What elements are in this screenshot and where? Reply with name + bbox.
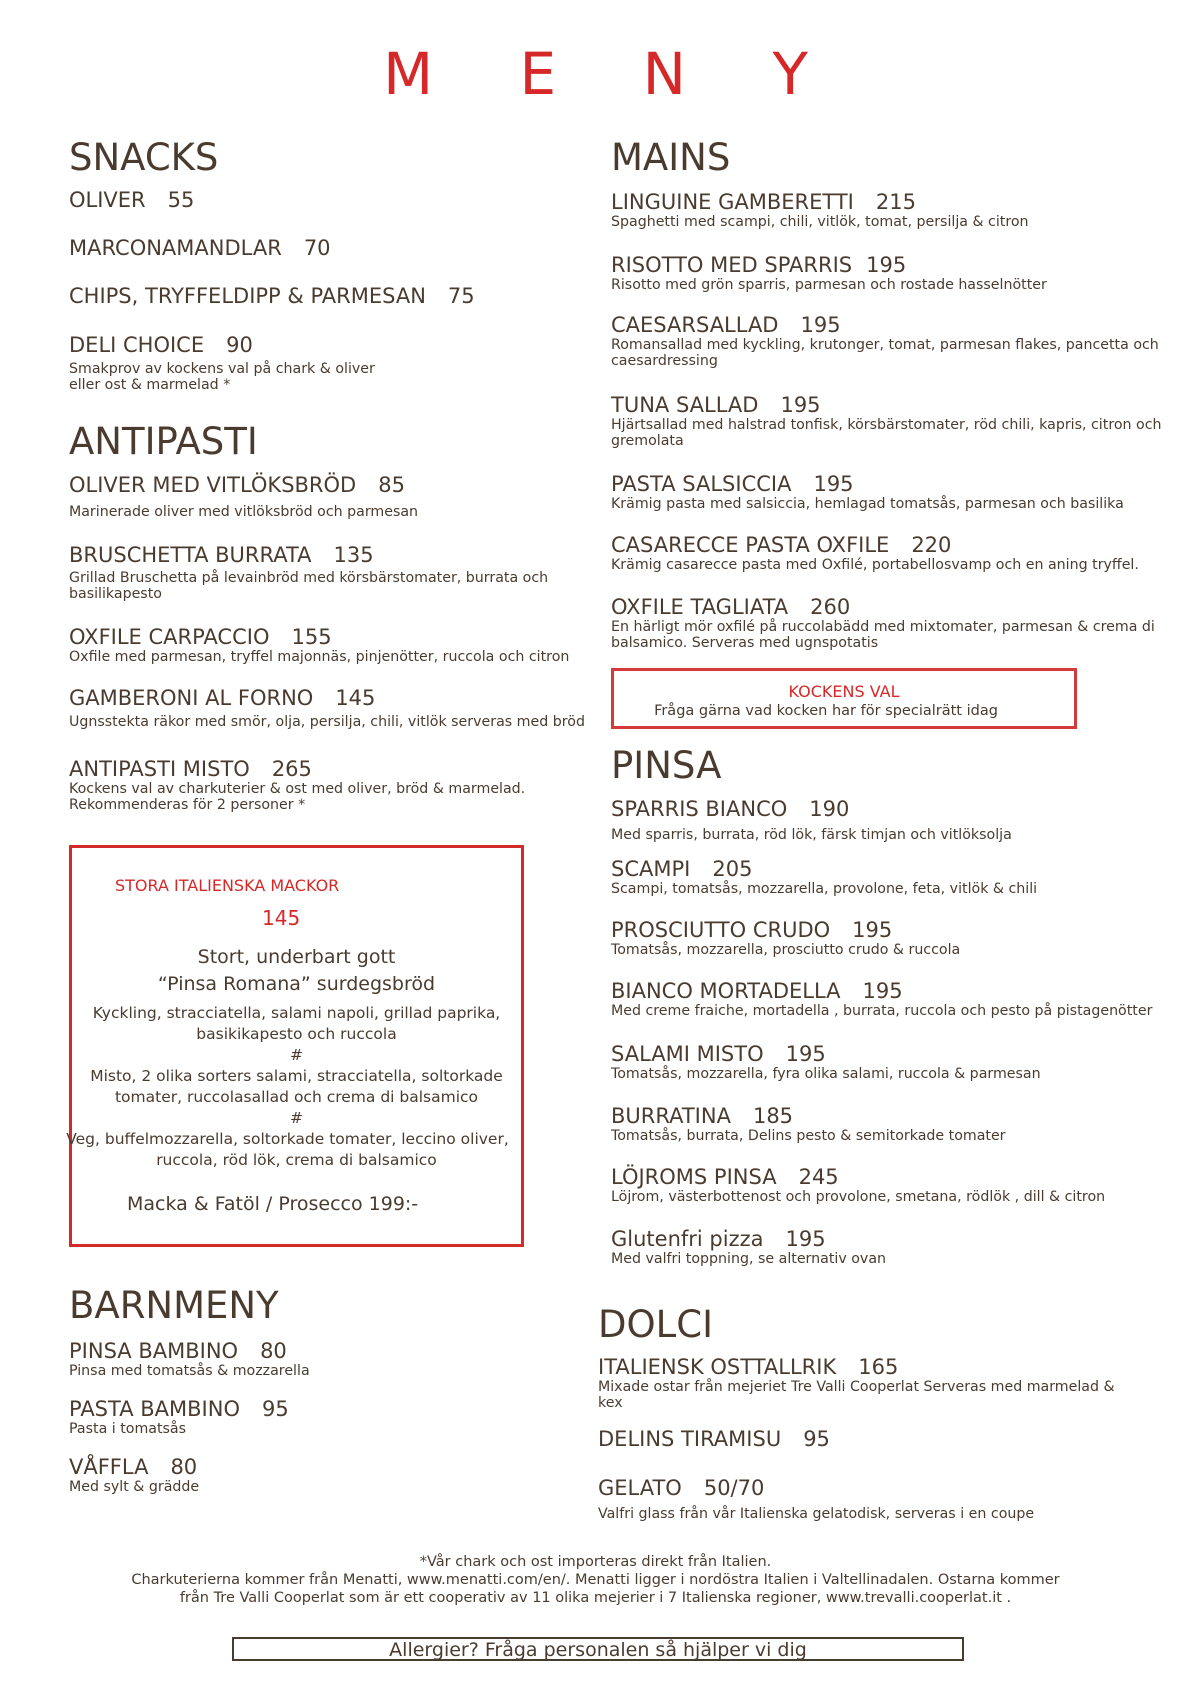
menu-item <box>69 284 475 308</box>
item-price: 195 <box>862 979 903 1003</box>
item-description: Grillad Bruschetta på levainbröd med körsbärstomater, burrata och <box>69 570 549 586</box>
menu-item <box>598 1355 1115 1411</box>
menu-item <box>69 188 194 212</box>
item-name: GELATO <box>598 1476 682 1500</box>
menu-item <box>611 797 1012 843</box>
item-name: OXFILE CARPACCIO <box>69 625 270 649</box>
item-name: SCAMPI <box>611 857 691 881</box>
item-description: Löjrom, västerbottenost och provolone, smetana, rödlök , dill & citron <box>611 1189 1106 1205</box>
item-price: 75 <box>447 284 475 308</box>
footer-note-line3: från Tre Valli Cooperlat som är ett cooperativ av 11 olika mejerier i 7 Italienska regioner, www.trevalli.cooperlat.it . <box>179 1590 1012 1606</box>
item-price: 220 <box>911 533 952 557</box>
mackor-option2-line2: tomater, ruccolasallad och crema di balsamico <box>114 1088 479 1106</box>
section-heading-pinsa: PINSA <box>611 744 722 787</box>
menu-item <box>611 1104 1006 1144</box>
item-price: 245 <box>798 1165 839 1189</box>
item-price: 195 <box>852 918 893 942</box>
menu-item <box>611 1227 886 1267</box>
mackor-line1: Stort, underbart gott <box>197 946 396 968</box>
item-name: PASTA SALSICCIA <box>611 472 792 496</box>
item-name: ITALIENSK OSTTALLRIK <box>598 1355 837 1379</box>
item-price: 195 <box>813 472 854 496</box>
menu-item <box>611 595 1155 651</box>
item-name: PASTA BAMBINO <box>69 1397 240 1421</box>
item-description: balsamico. Serveras med ugnspotatis <box>611 635 879 651</box>
mackor-line2: “Pinsa Romana” surdegsbröd <box>157 973 436 995</box>
item-description: Spaghetti med scampi, chili, vitlök, tomat, persilja & citron <box>611 214 1029 230</box>
item-description: Med creme fraiche, mortadella , burrata, ruccola och pesto på pistagenötter <box>611 1003 1153 1019</box>
item-description: Romansallad med kyckling, krutonger, tomat, parmesan flakes, pancetta och <box>611 337 1159 353</box>
item-description: Risotto med grön sparris, parmesan och rostade hasselnötter <box>611 277 1047 293</box>
item-description: Med valfri toppning, se alternativ ovan <box>611 1251 887 1267</box>
item-name: DELINS TIRAMISU <box>598 1427 782 1451</box>
item-price: 80 <box>170 1455 198 1479</box>
allergy-notice: Allergier? Fråga personalen så hjälper vi dig <box>232 1637 964 1661</box>
item-description: Scampi, tomatsås, mozzarella, provolone, feta, vitlök & chili <box>611 881 1038 897</box>
menu-item <box>611 979 1152 1019</box>
item-description: Med sylt & grädde <box>69 1479 200 1495</box>
menu-item <box>69 686 585 730</box>
item-name: TUNA SALLAD <box>611 393 759 417</box>
item-price: 205 <box>712 857 753 881</box>
item-price: 90 <box>226 333 253 357</box>
item-description: Rekommenderas för 2 personer * <box>69 797 306 813</box>
menu-item <box>69 1397 289 1437</box>
mackor-separator: # <box>290 1109 303 1127</box>
menu-item <box>598 1427 830 1451</box>
item-name: CASARECCE PASTA OXFILE <box>611 533 890 557</box>
item-name: CHIPS, TRYFFELDIPP & PARMESAN <box>69 284 426 308</box>
item-description: basilikapesto <box>69 586 162 602</box>
item-description: Oxfile med parmesan, tryffel majonnäs, pinjenötter, ruccola och citron <box>69 649 570 665</box>
menu-item <box>69 1339 310 1379</box>
item-description: Tomatsås, burrata, Delins pesto & semitorkade tomater <box>611 1128 1006 1144</box>
menu-title: M E N Y <box>383 40 842 108</box>
item-price: 135 <box>333 543 374 567</box>
item-price: 185 <box>752 1104 794 1128</box>
item-name: BURRATINA <box>611 1104 731 1128</box>
item-price: 265 <box>271 757 312 781</box>
item-description: eller ost & marmelad * <box>69 377 231 393</box>
section-heading-mains: MAINS <box>611 136 731 179</box>
item-description: Krämig pasta med salsiccia, hemlagad tomatsås, parmesan och basilika <box>611 496 1124 512</box>
item-description: Ugnsstekta räkor med smör, olja, persilja, chili, vitlök serveras med bröd <box>69 714 585 730</box>
item-name: SPARRIS BIANCO <box>611 797 788 821</box>
mackor-option3-line1: Veg, buffelmozzarella, soltorkade tomater, leccino oliver, <box>66 1130 509 1148</box>
item-name: ANTIPASTI MISTO <box>69 757 250 781</box>
item-description: Krämig casarecce pasta med Oxfilé, portabellosvamp och en aning tryffel. <box>611 557 1139 573</box>
item-description: Med sparris, burrata, röd lök, färsk timjan och vitlöksolja <box>611 827 1012 843</box>
item-description: Valfri glass från vår Italienska gelatodisk, serveras i en coupe <box>598 1506 1035 1522</box>
item-name: SALAMI MISTO <box>611 1042 764 1066</box>
item-description: Pinsa med tomatsås & mozzarella <box>69 1363 310 1379</box>
mackor-title: STORA ITALIENSKA MACKOR <box>115 876 340 895</box>
footer-note-line1: *Vår chark och ost importeras direkt från Italien. <box>419 1554 772 1570</box>
item-name: LÖJROMS PINSA <box>611 1165 777 1189</box>
item-price: 195 <box>785 1042 826 1066</box>
item-name: CAESARSALLAD <box>611 313 779 337</box>
item-name: BRUSCHETTA BURRATA <box>69 543 312 567</box>
menu-item <box>611 472 1124 512</box>
item-name: LINGUINE GAMBERETTI <box>611 190 854 214</box>
item-price: 145 <box>335 686 376 710</box>
item-price: 85 <box>378 473 405 497</box>
item-description: Tomatsås, mozzarella, fyra olika salami, ruccola & parmesan <box>611 1066 1041 1082</box>
item-name: BIANCO MORTADELLA <box>611 979 841 1003</box>
mackor-option1-line2: basikikapesto och ruccola <box>196 1025 397 1043</box>
menu-item <box>598 1476 1034 1522</box>
section-heading-barnmeny: BARNMENY <box>69 1284 279 1327</box>
item-description: Pasta i tomatsås <box>69 1421 187 1437</box>
item-name: MARCONAMANDLAR <box>69 236 282 260</box>
item-price: 195 <box>866 253 907 277</box>
section-heading-antipasti: ANTIPASTI <box>69 420 258 463</box>
item-name: PROSCIUTTO CRUDO <box>611 918 831 942</box>
menu-item <box>611 857 1037 897</box>
item-description: Smakprov av kockens val på chark & oliver <box>69 361 375 377</box>
kockens-val-text: Fråga gärna vad kocken har för specialrätt idag <box>654 703 998 719</box>
item-name: OXFILE TAGLIATA <box>611 595 789 619</box>
item-name: DELI CHOICE <box>69 333 205 357</box>
item-name: PINSA BAMBINO <box>69 1339 239 1363</box>
item-price: 195 <box>800 313 841 337</box>
item-name: Glutenfri pizza <box>611 1227 764 1251</box>
item-price: 50/70 <box>703 1476 765 1500</box>
mackor-combo-offer: Macka & Fatöl / Prosecco 199:- <box>127 1193 419 1215</box>
section-heading-snacks: SNACKS <box>69 136 219 179</box>
item-description: gremolata <box>611 433 684 449</box>
mackor-price: 145 <box>262 906 301 930</box>
item-price: 95 <box>261 1397 289 1421</box>
section-heading-dolci: DOLCI <box>598 1303 713 1346</box>
mackor-option3-line2: ruccola, röd lök, crema di balsamico <box>156 1151 437 1169</box>
mackor-separator: # <box>290 1046 303 1064</box>
menu-item <box>69 333 375 393</box>
menu-item <box>69 473 418 520</box>
item-description: Hjärtsallad med halstrad tonfisk, körsbärstomater, röd chili, kapris, citron och <box>611 417 1162 433</box>
menu-item <box>611 313 1159 369</box>
kockens-val-title: KOCKENS VAL <box>788 682 900 701</box>
item-description: caesardressing <box>611 353 718 369</box>
menu-item <box>611 1042 1041 1082</box>
item-price: 260 <box>810 595 851 619</box>
item-name: VÅFFLA <box>69 1455 149 1479</box>
menu-item <box>69 1455 199 1495</box>
mackor-option2-line1: Misto, 2 olika sorters salami, stracciatella, soltorkade <box>90 1067 503 1085</box>
menu-item <box>69 543 548 602</box>
menu-item <box>611 918 960 958</box>
item-description: Marinerade oliver med vitlöksbröd och parmesan <box>69 504 419 520</box>
menu-item <box>611 253 1047 293</box>
item-name: OLIVER MED VITLÖKSBRÖD <box>69 473 357 497</box>
footer-note-line2: Charkuterierna kommer från Menatti, www.menatti.com/en/. Menatti ligger i nordöstra Italien i Valtellinadalen. Ostarna kommer <box>131 1572 1060 1588</box>
menu-item <box>611 393 1162 449</box>
item-price: 195 <box>780 393 821 417</box>
item-name: OLIVER <box>69 188 146 212</box>
menu-item <box>611 190 1191 230</box>
item-name: RISOTTO MED SPARRIS <box>611 253 853 277</box>
menu-item <box>69 625 569 665</box>
item-name: GAMBERONI AL FORNO <box>69 686 314 710</box>
item-description: Tomatsås, mozzarella, prosciutto crudo & ruccola <box>611 942 961 958</box>
item-description: Mixade ostar från mejeriet Tre Valli Cooperlat Serveras med marmelad & <box>598 1379 1115 1395</box>
item-price: 95 <box>803 1427 830 1451</box>
item-description: kex <box>598 1395 623 1411</box>
item-price: 55 <box>167 188 195 212</box>
menu-item <box>611 533 1139 573</box>
mackor-option1-line1: Kyckling, stracciatella, salami napoli, grillad paprika, <box>92 1004 501 1022</box>
item-price: 215 <box>875 190 916 214</box>
item-price: 195 <box>785 1227 826 1251</box>
menu-item <box>69 757 525 813</box>
menu-item <box>611 1165 1105 1205</box>
menu-item <box>69 236 331 260</box>
item-price: 155 <box>291 625 332 649</box>
item-description: En härligt mör oxfilé på ruccolabädd med mixtomater, parmesan & crema di <box>611 619 1155 635</box>
item-price: 190 <box>809 797 850 821</box>
item-price: 165 <box>858 1355 899 1379</box>
item-price: 70 <box>303 236 331 260</box>
item-description: Kockens val av charkuterier & ost med oliver, bröd & marmelad. <box>69 781 526 797</box>
item-price: 80 <box>260 1339 287 1363</box>
